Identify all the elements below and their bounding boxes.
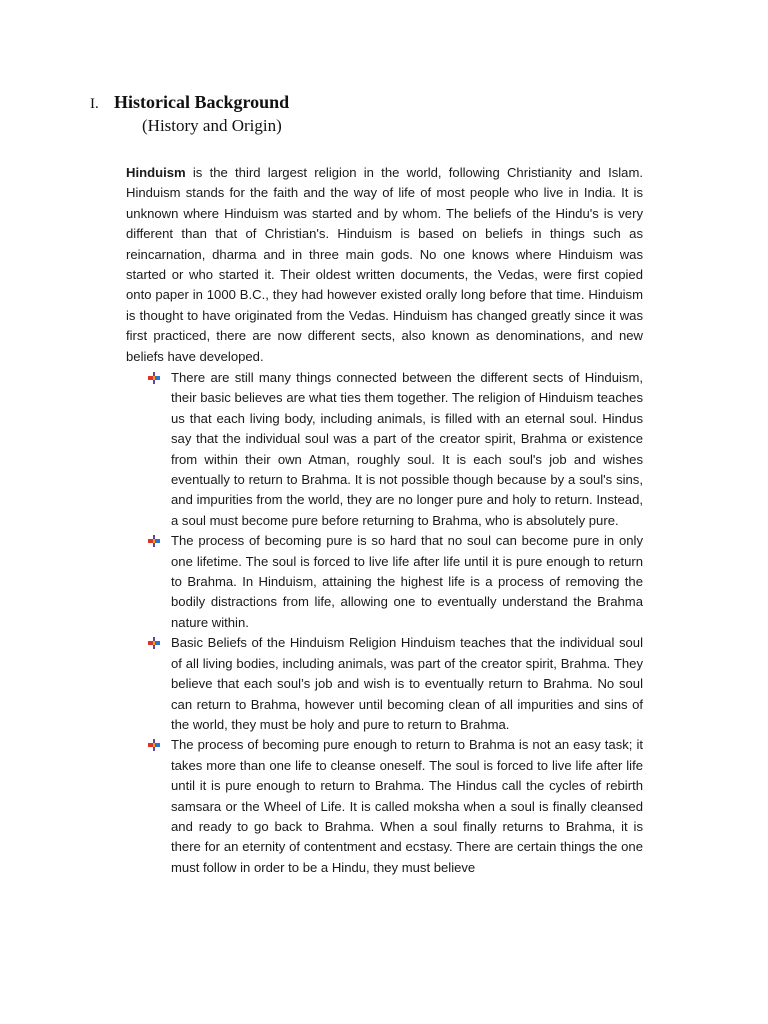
- intro-paragraph: [126, 163, 643, 367]
- bullet-arrow-icon: [146, 372, 162, 384]
- bullet-arrow-icon: [146, 637, 162, 649]
- bullet-text: The process of becoming pure is so hard that no soul can become pure in only one lifetime. The soul is forced to live life after life until it is pure enough to return to Brahma. In Hinduism, attaining the highest life is a process of removing the bodily distractions from life, allowing one to eventually understand the Brahma nature within.: [171, 533, 643, 630]
- section-heading: [90, 92, 289, 113]
- section-subtitle: (History and Origin): [142, 116, 282, 135]
- intro-text: is the third largest religion in the world, following Christianity and Islam. Hinduism stands for the faith and the way of life of most people who live in India. It is unknown where Hinduism was started and by whom. The beliefs of the Hindu's is very different than that of Christian's. Hinduism is based on beliefs in things such as reincarnation, dharma and in three main gods. No one knows where Hinduism was started or who started it. Their oldest written documents, the Vedas, were first copied onto paper in 1000 B.C., they had however existed orally long before that time. Hinduism is thought to have originated from the Vedas. Hinduism has changed greatly since it was first practiced, there are now different sects, also known as denominations, and new beliefs have developed.: [126, 165, 643, 364]
- bullet-arrow-icon: [146, 535, 162, 547]
- bullet-list: [146, 368, 643, 878]
- bullet-item: [146, 735, 643, 878]
- bullet-item: [146, 368, 643, 531]
- bullet-arrow-icon: [146, 739, 162, 751]
- section-title: Historical Background: [114, 92, 290, 112]
- bullet-text: The process of becoming pure enough to return to Brahma is not an easy task; it takes more than one life to cleanse oneself. The soul is forced to live life after life until it is pure enough to return to Brahma. The Hindus call the cycles of rebirth samsara or the Wheel of Life. It is called moksha when a soul is finally cleansed and ready to go back to Brahma. When a soul finally returns to Brahma, it is there for an eternity of contentment and ecstasy. There are certain things the one must follow in order to be a Hindu, they must believe: [171, 737, 643, 875]
- bullet-item: [146, 633, 643, 735]
- bullet-item: [146, 531, 643, 633]
- bullet-text: There are still many things connected between the different sects of Hinduism, their basic believes are what ties them together. The religion of Hinduism teaches us that each living body, including animals, is filled with an eternal soul. Hindus say that the individual soul was a part of the creator spirit, Brahma or existence from within their own Atman, roughly soul. It is each soul's job and wishes eventually to return to Brahma. It is not possible though because by a soul's sins, and impurities from the world, they are no longer pure and holy to return. Instead, a soul must become pure before returning to Brahma, who is absolutely pure.: [171, 370, 643, 528]
- bullet-text: Basic Beliefs of the Hinduism Religion Hinduism teaches that the individual soul of all living bodies, including animals, was part of the creator spirit, Brahma. They believe that each soul’s job and wish is to eventually return to Brahma. No soul can return to Brahma, however until becoming clean of all impurities and sins of the world, they must be holy and pure to return to Brahma.: [171, 635, 643, 732]
- section-numeral: I.: [90, 96, 99, 112]
- intro-lead-bold: Hinduism: [126, 165, 186, 180]
